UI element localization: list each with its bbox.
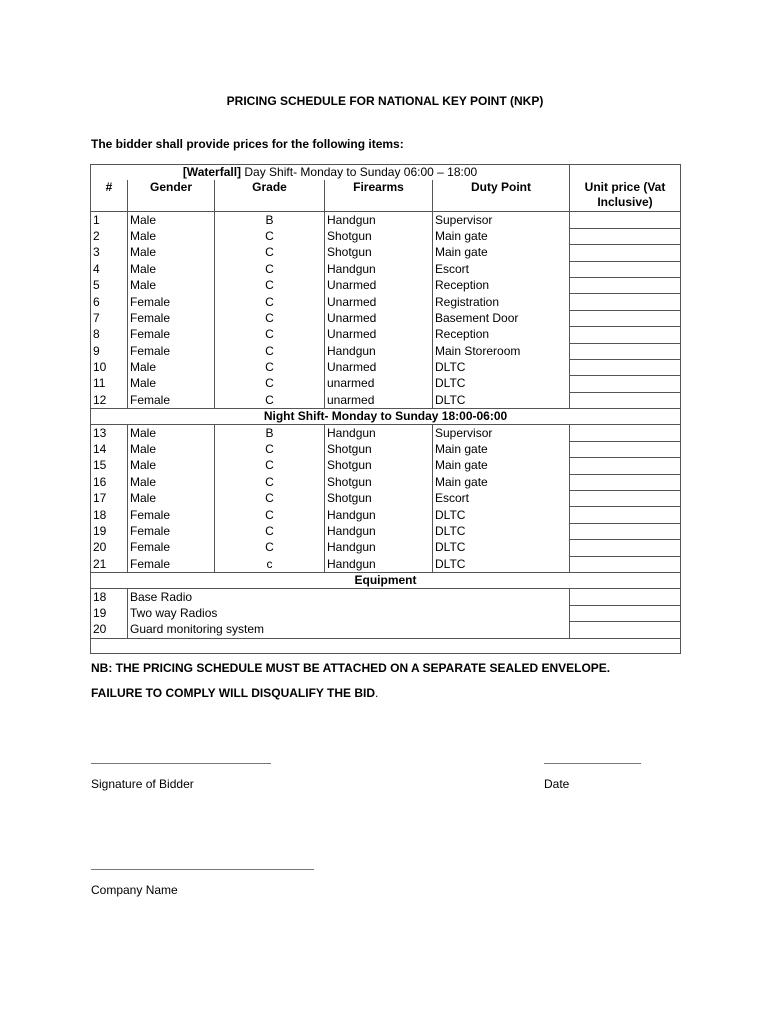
blank-total-row [91,638,681,653]
signature-line[interactable] [91,763,271,764]
gender-cell: Female [128,556,215,572]
nb-notice: NB: THE PRICING SCHEDULE MUST BE ATTACHED ON A SEPARATE SEALED ENVELOPE. [91,661,611,675]
row-number: 4 [91,261,128,277]
date-label: Date [544,777,570,791]
duty-point-cell: Escort [433,261,570,277]
unit-price-cell[interactable] [570,294,681,310]
row-number: 19 [91,605,128,621]
firearms-cell: Shotgun [325,474,433,490]
gender-cell: Male [128,491,215,507]
grade-cell: C [215,458,325,474]
duty-point-cell: DLTC [433,392,570,408]
gender-cell: Female [128,540,215,556]
unit-price-cell[interactable] [570,589,681,605]
firearms-cell: Unarmed [325,310,433,326]
row-number: 3 [91,245,128,261]
unit-price-cell[interactable] [570,474,681,490]
firearms-cell: Handgun [325,425,433,441]
gender-cell: Female [128,294,215,310]
equipment-name: Two way Radios [128,605,570,621]
row-number: 2 [91,228,128,244]
firearms-cell: Handgun [325,212,433,228]
night-shift-header: Night Shift- Monday to Sunday 18:00-06:00 [91,409,681,425]
duty-point-cell: Registration [433,294,570,310]
table-row [91,540,681,556]
table-row [91,507,681,523]
gender-cell: Female [128,343,215,359]
gender-cell: Male [128,376,215,392]
duty-point-cell: Main gate [433,245,570,261]
firearms-cell: Handgun [325,507,433,523]
col-header-number: # [91,180,128,212]
row-number: 6 [91,294,128,310]
firearms-cell: Shotgun [325,228,433,244]
gender-cell: Male [128,245,215,261]
grade-cell: C [215,392,325,408]
table-row [91,343,681,359]
gender-cell: Female [128,392,215,408]
duty-point-cell: Supervisor [433,425,570,441]
equipment-row [91,589,681,605]
unit-price-cell[interactable] [570,261,681,277]
equipment-header-row [91,572,681,588]
unit-price-cell[interactable] [570,327,681,343]
duty-point-cell: DLTC [433,376,570,392]
failure-notice: FAILURE TO COMPLY WILL DISQUALIFY THE BID. [91,686,379,700]
grade-cell: C [215,540,325,556]
row-number: 9 [91,343,128,359]
firearms-cell: Shotgun [325,491,433,507]
table-row [91,277,681,293]
gender-cell: Male [128,458,215,474]
unit-price-cell[interactable] [570,392,681,408]
table-row [91,261,681,277]
firearms-cell: Handgun [325,523,433,539]
firearms-cell: Unarmed [325,359,433,375]
unit-price-cell[interactable] [570,622,681,638]
table-row [91,294,681,310]
table-row [91,245,681,261]
duty-point-cell: DLTC [433,507,570,523]
col-header-grade: Grade [215,180,325,212]
duty-point-cell: Reception [433,277,570,293]
grade-cell: C [215,277,325,293]
gender-cell: Female [128,507,215,523]
duty-point-cell: Supervisor [433,212,570,228]
gender-cell: Male [128,425,215,441]
gender-cell: Male [128,359,215,375]
unit-price-cell[interactable] [570,491,681,507]
firearms-cell: unarmed [325,376,433,392]
unit-price-cell[interactable] [570,228,681,244]
row-number: 5 [91,277,128,293]
unit-price-cell[interactable] [570,359,681,375]
duty-point-cell: Main gate [433,474,570,490]
table-row [91,523,681,539]
firearms-cell: Shotgun [325,245,433,261]
grade-cell: C [215,245,325,261]
row-number: 14 [91,441,128,457]
grade-cell: C [215,491,325,507]
gender-cell: Female [128,327,215,343]
unit-price-cell[interactable] [570,605,681,621]
grade-cell: C [215,474,325,490]
unit-price-cell[interactable] [570,376,681,392]
duty-point-cell: DLTC [433,359,570,375]
unit-price-cell[interactable] [570,458,681,474]
unit-price-cell[interactable] [570,277,681,293]
table-row [91,212,681,228]
duty-point-cell: Main gate [433,458,570,474]
table-row [91,425,681,441]
table-row [91,228,681,244]
firearms-cell: unarmed [325,392,433,408]
row-number: 16 [91,474,128,490]
table-row [91,392,681,408]
night-shift-header-row [91,409,681,425]
unit-price-cell[interactable] [570,540,681,556]
row-number: 21 [91,556,128,572]
row-number: 10 [91,359,128,375]
gender-cell: Female [128,310,215,326]
table-row [91,491,681,507]
gender-cell: Male [128,441,215,457]
row-number: 11 [91,376,128,392]
grade-cell: C [215,343,325,359]
grade-cell: B [215,425,325,441]
firearms-cell: Handgun [325,261,433,277]
firearms-cell: Shotgun [325,441,433,457]
table-row [91,310,681,326]
unit-price-cell[interactable] [570,556,681,572]
gender-cell: Male [128,212,215,228]
signature-label: Signature of Bidder [91,777,194,791]
duty-point-cell: Reception [433,327,570,343]
firearms-cell: Handgun [325,556,433,572]
unit-price-cell[interactable] [570,212,681,228]
row-number: 18 [91,589,128,605]
grade-cell: c [215,556,325,572]
table-row [91,327,681,343]
intro-text: The bidder shall provide prices for the following items: [91,137,404,151]
row-number: 8 [91,327,128,343]
grade-cell: C [215,376,325,392]
table-row [91,556,681,572]
row-number: 7 [91,310,128,326]
equipment-name: Base Radio [128,589,570,605]
table-row [91,458,681,474]
grade-cell: C [215,327,325,343]
day-shift-header: [Waterfall] Day Shift- Monday to Sunday 06:00 – 18:00 [91,165,570,181]
row-number: 15 [91,458,128,474]
gender-cell: Male [128,261,215,277]
grade-cell: C [215,359,325,375]
duty-point-cell: Main gate [433,228,570,244]
row-number: 1 [91,212,128,228]
table-row [91,359,681,375]
firearms-cell: Unarmed [325,327,433,343]
gender-cell: Female [128,523,215,539]
pricing-table [90,164,681,654]
firearms-cell: Unarmed [325,277,433,293]
equipment-header: Equipment [91,572,681,588]
grade-cell: C [215,294,325,310]
page-title: PRICING SCHEDULE FOR NATIONAL KEY POINT (NKP) [226,94,544,108]
row-number: 20 [91,622,128,638]
duty-point-cell: Main Storeroom [433,343,570,359]
equipment-name: Guard monitoring system [128,622,570,638]
day-shift-header-row [91,165,681,181]
row-number: 13 [91,425,128,441]
grade-cell: C [215,228,325,244]
row-number: 20 [91,540,128,556]
gender-cell: Male [128,228,215,244]
date-line[interactable] [544,763,641,764]
equipment-row [91,622,681,638]
grade-cell: C [215,523,325,539]
unit-price-cell[interactable] [570,441,681,457]
row-number: 18 [91,507,128,523]
duty-point-cell: DLTC [433,556,570,572]
row-number: 12 [91,392,128,408]
unit-price-cell[interactable] [570,507,681,523]
grade-cell: C [215,310,325,326]
table-row [91,441,681,457]
unit-price-cell[interactable] [570,310,681,326]
grade-cell: C [215,441,325,457]
col-header-gender: Gender [128,180,215,212]
gender-cell: Male [128,277,215,293]
duty-point-cell: Basement Door [433,310,570,326]
table-row [91,376,681,392]
unit-price-cell[interactable] [570,245,681,261]
unit-price-cell[interactable] [570,425,681,441]
company-name-label: Company Name [91,883,178,897]
col-header-firearms: Firearms [325,180,433,212]
duty-point-cell: DLTC [433,523,570,539]
duty-point-cell: Main gate [433,441,570,457]
firearms-cell: Unarmed [325,294,433,310]
column-header-row [91,180,681,212]
unit-price-cell[interactable] [570,343,681,359]
unit-price-cell[interactable] [570,523,681,539]
table-row [91,474,681,490]
grade-cell: C [215,261,325,277]
equipment-row [91,605,681,621]
col-header-unit-price: Unit price (Vat Inclusive) [570,180,681,212]
company-name-line[interactable] [91,869,314,870]
duty-point-cell: DLTC [433,540,570,556]
grade-cell: C [215,507,325,523]
row-number: 17 [91,491,128,507]
col-header-duty-point: Duty Point [433,180,570,212]
grade-cell: B [215,212,325,228]
firearms-cell: Handgun [325,540,433,556]
firearms-cell: Shotgun [325,458,433,474]
row-number: 19 [91,523,128,539]
duty-point-cell: Escort [433,491,570,507]
firearms-cell: Handgun [325,343,433,359]
gender-cell: Male [128,474,215,490]
